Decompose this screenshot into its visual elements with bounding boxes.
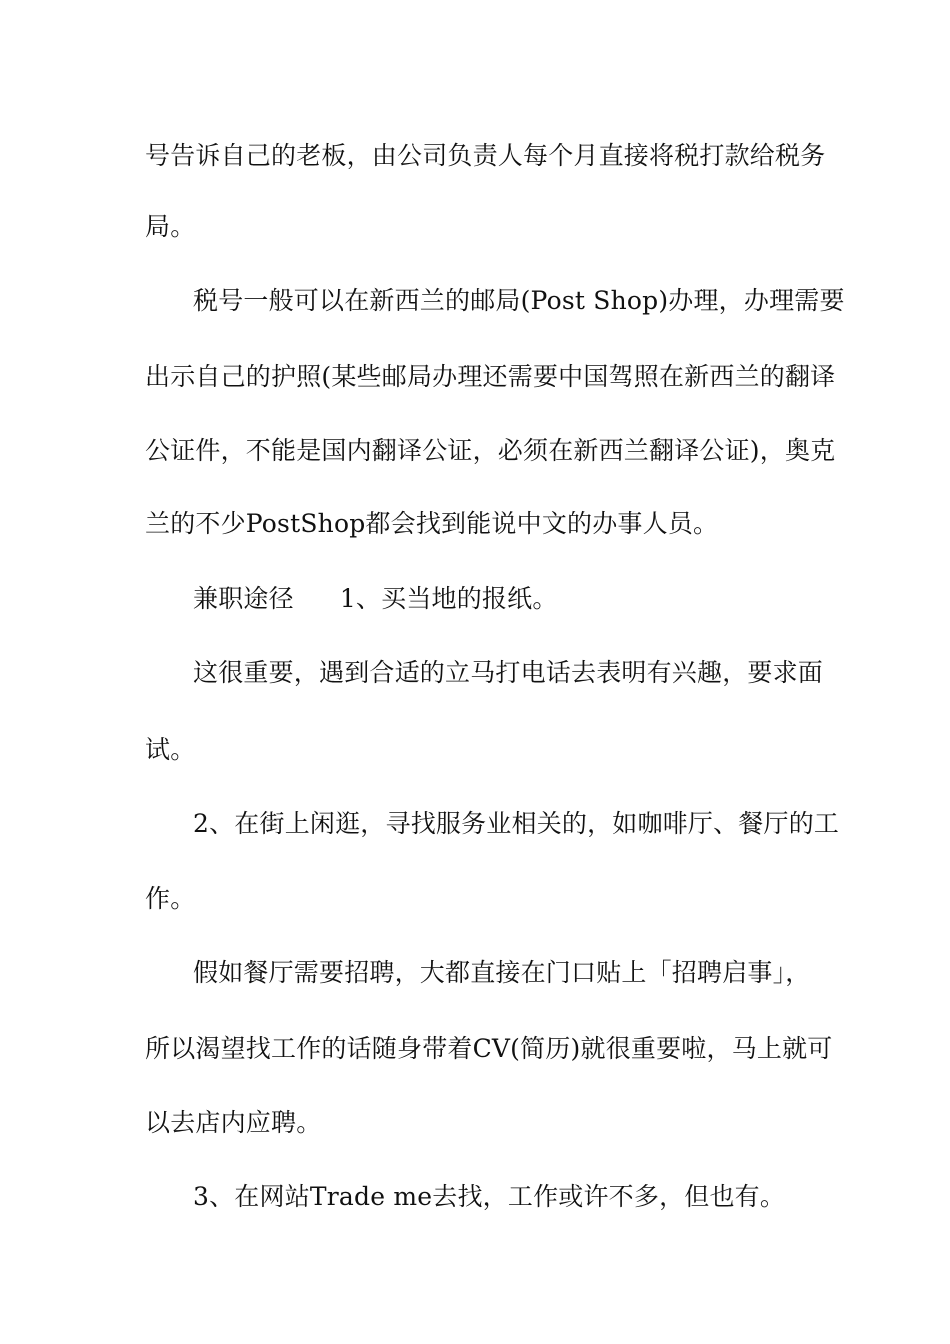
paragraph-line: 出示自己的护照(某些邮局办理还需要中国驾照在新西兰的翻译 (145, 362, 836, 391)
paragraph-line: 试。 (145, 735, 196, 764)
paragraph-line: 所以渴望找工作的话随身带着CV(简历)就很重要啦，马上就可 (145, 1034, 833, 1063)
paragraph-line: 3、在网站Trade me去找，工作或许不多，但也有。 (193, 1182, 786, 1211)
paragraph-line: 兰的不少PostShop都会找到能说中文的办事人员。 (145, 509, 719, 538)
section-heading-line (193, 584, 807, 614)
paragraph-line: 税号一般可以在新西兰的邮局(Post Shop)办理，办理需要 (193, 286, 845, 315)
section-title: 兼职途径 (193, 584, 294, 613)
paragraph-line: 公证件，不能是国内翻译公证，必须在新西兰翻译公证)，奥克 (145, 436, 836, 465)
paragraph-line: 作。 (145, 884, 196, 913)
list-item-text: 1、买当地的报纸。 (339, 584, 558, 613)
paragraph-line: 假如餐厅需要招聘，大都直接在门口贴上「招聘启事」， (193, 958, 811, 987)
paragraph-line: 2、在街上闲逛，寻找服务业相关的，如咖啡厅、餐厅的工 (193, 809, 840, 838)
paragraph-line: 号告诉自己的老板，由公司负责人每个月直接将税打款给税务 (145, 141, 826, 170)
paragraph-line: 以去店内应聘。 (145, 1108, 322, 1137)
paragraph-line: 局。 (145, 212, 196, 241)
paragraph-line: 这很重要，遇到合适的立马打电话去表明有兴趣，要求面 (193, 658, 824, 687)
